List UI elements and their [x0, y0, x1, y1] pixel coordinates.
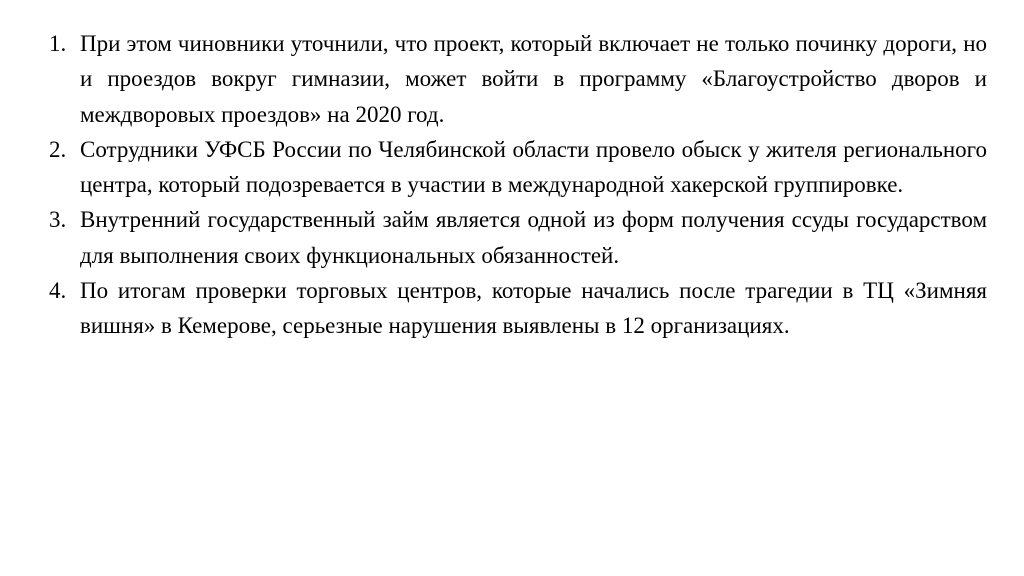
- list-item: [49, 26, 987, 132]
- list-item-number: 1.: [49, 31, 67, 56]
- list-item-text: По итогам проверки торговых центров, которые начались после трагедии в ТЦ «Зимняя вишня» в Кемерове, серьезные нарушения выявлены в 12 организациях.: [80, 278, 987, 339]
- list-item: [49, 202, 987, 273]
- list-item-text: Внутренний государственный займ является одной из форм получения ссуды государством для выполнения своих функциональных обязанностей.: [80, 207, 987, 268]
- numbered-list: [49, 26, 987, 344]
- list-item-number: 4.: [49, 278, 67, 304]
- list-item-number: 3.: [49, 207, 67, 233]
- list-item-text: При этом чиновники уточнили, что проект, который включает не только починку дороги, но и проездов вокруг гимназии, может войти в программу «Благоустройство дворов и междворовых проездов» на 2020 год.: [80, 31, 987, 127]
- list-item: [49, 132, 987, 203]
- list-item: [49, 273, 987, 344]
- list-item-number: 2.: [49, 136, 67, 162]
- list-item-text: Сотрудники УФСБ России по Челябинской области провело обыск у жителя регионального центра, который подозревается в участии в международной хакерской группировке.: [80, 136, 987, 198]
